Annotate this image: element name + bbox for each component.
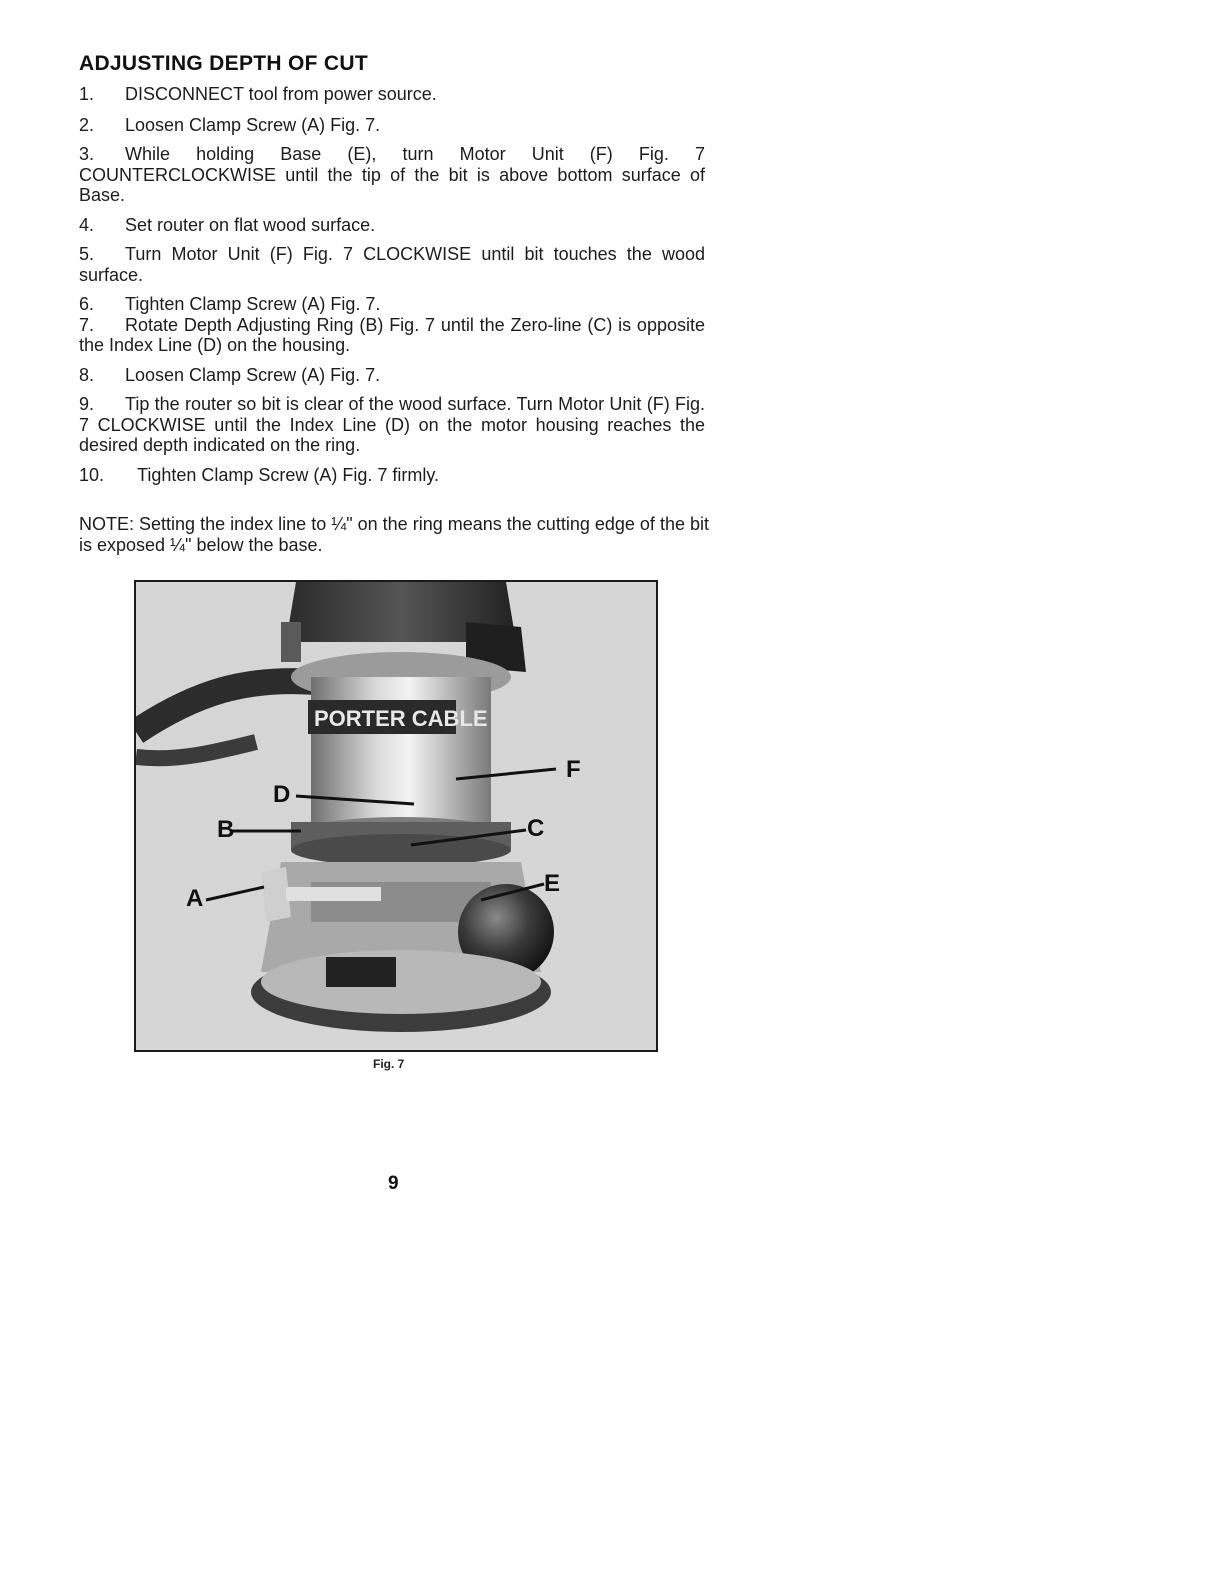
- step-text: Tip the router so bit is clear of the wood surface. Turn Motor Unit (F) Fig. 7 CLOCKWISE until the Index Line (D) on the motor housing reaches the desired depth indicated on the ring.: [79, 394, 705, 455]
- callout-e: E: [544, 870, 561, 897]
- step-number: 10.: [79, 464, 105, 485]
- callout-c: C: [527, 815, 545, 842]
- step-text: Loosen Clamp Screw (A) Fig. 7.: [125, 114, 381, 135]
- step-item: [79, 215, 705, 236]
- step-item: [79, 115, 705, 136]
- page-number: 9: [388, 1173, 399, 1194]
- step-text: Tighten Clamp Screw (A) Fig. 7 firmly.: [137, 464, 440, 485]
- router-illustration: [136, 582, 656, 1050]
- figure-7: [134, 580, 658, 1052]
- step-item: [79, 144, 705, 206]
- step-item: [79, 84, 705, 105]
- step-number: 7.: [79, 314, 95, 335]
- step-text: Loosen Clamp Screw (A) Fig. 7.: [125, 364, 381, 385]
- callout-a: A: [186, 885, 204, 912]
- steps-list: [79, 84, 705, 485]
- step-number: 6.: [79, 294, 95, 314]
- step-number: 9.: [79, 394, 95, 414]
- callout-b: B: [217, 816, 235, 843]
- step-number: 5.: [79, 244, 95, 264]
- figure-caption: Fig. 7: [373, 1057, 405, 1071]
- step-number: 1.: [79, 84, 95, 104]
- step-text: Set router on flat wood surface.: [125, 214, 376, 235]
- step-text: Turn Motor Unit (F) Fig. 7 CLOCKWISE until bit touches the wood surface.: [79, 244, 705, 285]
- step-item: [79, 365, 705, 386]
- note-text: NOTE: Setting the index line to ¼" on the ring means the cutting edge of the bit is exposed ¼" below the base.: [79, 514, 709, 555]
- router-photo: [134, 580, 658, 1052]
- step-text: DISCONNECT tool from power source.: [125, 84, 437, 104]
- step-item: [79, 394, 705, 456]
- step-text: While holding Base (E), turn Motor Unit (F) Fig. 7 COUNTERCLOCKWISE until the tip of the bit is above bottom surface of Base.: [79, 144, 705, 205]
- callout-f: F: [566, 756, 581, 783]
- step-item: [79, 315, 705, 356]
- callout-d: D: [273, 781, 291, 808]
- step-number: 8.: [79, 364, 95, 385]
- step-text: Tighten Clamp Screw (A) Fig. 7.: [125, 294, 381, 314]
- step-number: 2.: [79, 114, 95, 135]
- step-number: 3.: [79, 144, 95, 164]
- step-text: Rotate Depth Adjusting Ring (B) Fig. 7 until the Zero-line (C) is opposite the Index Line (D) on the housing.: [79, 314, 705, 355]
- step-item: [79, 244, 705, 285]
- brand-label: PORTER CABLE: [314, 706, 488, 731]
- step-number: 4.: [79, 214, 95, 235]
- step-item: [79, 294, 705, 315]
- page-title: ADJUSTING DEPTH OF CUT: [79, 52, 368, 75]
- step-item: [79, 465, 705, 486]
